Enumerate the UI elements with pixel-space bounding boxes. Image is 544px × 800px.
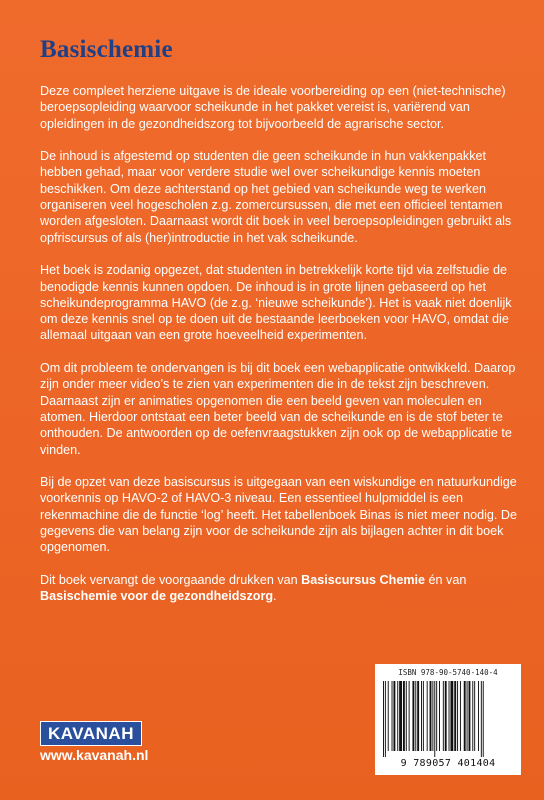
previous-edition-title-1: Basiscursus Chemie	[301, 572, 426, 587]
final-text-3: .	[273, 589, 277, 604]
previous-edition-title-2: Basischemie voor de gezondheidszorg	[40, 589, 274, 604]
final-text-2: én van	[425, 572, 467, 587]
barcode-bar	[430, 681, 432, 751]
final-text-1: Dit boek vervangt de voorgaande drukken van	[40, 572, 302, 587]
paragraph-1: Deze compleet herziene uitgave is de ideale voorbereiding op een (niet-technische) beroepsopleiding waarvoor scheikunde in het pakket vereist is, variërend van opleidingen in de gezondheidszorg tot bijvoorbeeld de agrarische sector.	[40, 84, 506, 131]
barcode-bar	[483, 681, 484, 757]
barcode-bar	[421, 681, 422, 751]
barcode-bar	[434, 681, 435, 757]
barcode-bar	[406, 681, 407, 751]
barcode-bar	[388, 681, 389, 751]
barcode-bar	[464, 681, 466, 751]
barcode-bar	[454, 681, 456, 751]
barcode-bar	[457, 681, 458, 751]
barcode-bar	[445, 681, 447, 751]
barcode-bar	[436, 681, 437, 751]
barcode-bar	[474, 681, 475, 751]
barcode-bar	[417, 681, 419, 751]
publisher-website: www.kavanah.nl	[40, 747, 149, 763]
barcode-bar	[469, 681, 471, 751]
barcode-bar	[449, 681, 450, 751]
paragraph-2: De inhoud is afgestemd op studenten die geen scheikunde in hun vakkenpakket hebben gehad, maar voor verdere studie wel over scheikundige kennis moeten beschikken. Om deze achterstand op het gebied van scheikunde weg te werken organiseren veel hogescholen z.g. zomercursussen, die met een officieel tentamen worden afgesloten. Daarnaast wordt dit boek in veel beroepsopleidingen gebruikt als opfriscursus of als (her)introductie in het vak scheikunde.	[40, 149, 512, 245]
barcode-bar	[481, 681, 482, 757]
barcode-icon	[381, 681, 515, 757]
barcode-bar	[450, 681, 453, 751]
blurb-text	[40, 83, 520, 605]
barcode-bar	[383, 681, 384, 757]
paragraph-final	[40, 572, 520, 605]
barcode-bar	[460, 681, 461, 751]
barcode-bar	[427, 681, 428, 751]
barcode-bar	[397, 681, 398, 751]
book-title: Basischemie	[40, 36, 173, 63]
paragraph-3: Het boek is zodanig opgezet, dat studenten in betrekkelijk korte tijd via zelfstudie de benodigde kennis kunnen opdoen. De inhoud is in grote lijnen gebaseerd op het scheikundeprogramma HAVO (de z.g. ‘nieuwe scheikunde’). Het is vaak niet doenlijk om deze kennis snel op te doen uit de bestaande leerboeken voor HAVO, omdat die allemaal uitgaan van een grote hoeveelheid experimenten.	[40, 263, 512, 343]
barcode-bar	[467, 681, 468, 751]
barcode-bar	[439, 681, 440, 751]
paragraph-5: Bij de opzet van deze basiscursus is uitgegaan van een wiskundige en natuurkundige voorkennis op HAVO-2 of HAVO-3 niveau. Een essentieel hulpmiddel is een rekenmachine die de functie ‘log’ heeft. Het tabellenboek Binas is niet meer nodig. De gegevens die van belang zijn voor de scheikunde zijn als bijlagen achter in dit boek opgenomen.	[40, 475, 517, 555]
barcode-bar	[412, 681, 414, 751]
barcode-bar	[409, 681, 410, 751]
barcode-bar	[478, 681, 479, 751]
barcode-digits: 9 789057 401404	[400, 758, 496, 769]
paragraph-4: Om dit probleem te ondervangen is bij dit boek een webapplicatie ontwikkeld. Daarop zijn onder meer video’s te zien van experimenten die in de tekst zijn beschreven. Daarnaast zijn er animaties opgenomen die een beeld geven van moleculen en atomen. Hierdoor ontstaat een beter beeld van de scheikunde en is de stof beter te onthouden. De antwoorden op de oefenvraagstukken zijn ook op de webapplicatie te vinden.	[40, 361, 516, 457]
barcode-bar	[472, 681, 473, 751]
isbn-label: ISBN 978-90-5740-140-4	[398, 668, 498, 677]
publisher-logo: KAVANAH	[40, 721, 142, 746]
barcode-bar	[432, 681, 433, 751]
barcode-bar	[393, 681, 395, 751]
barcode-bar	[423, 681, 424, 751]
barcode-bar	[399, 681, 402, 751]
barcode-bar	[385, 681, 386, 757]
barcode-bar	[392, 681, 393, 751]
barcode-bar	[415, 681, 416, 751]
barcode-bar	[443, 681, 444, 751]
barcode-bar	[403, 681, 405, 751]
isbn-barcode-box	[375, 664, 521, 775]
